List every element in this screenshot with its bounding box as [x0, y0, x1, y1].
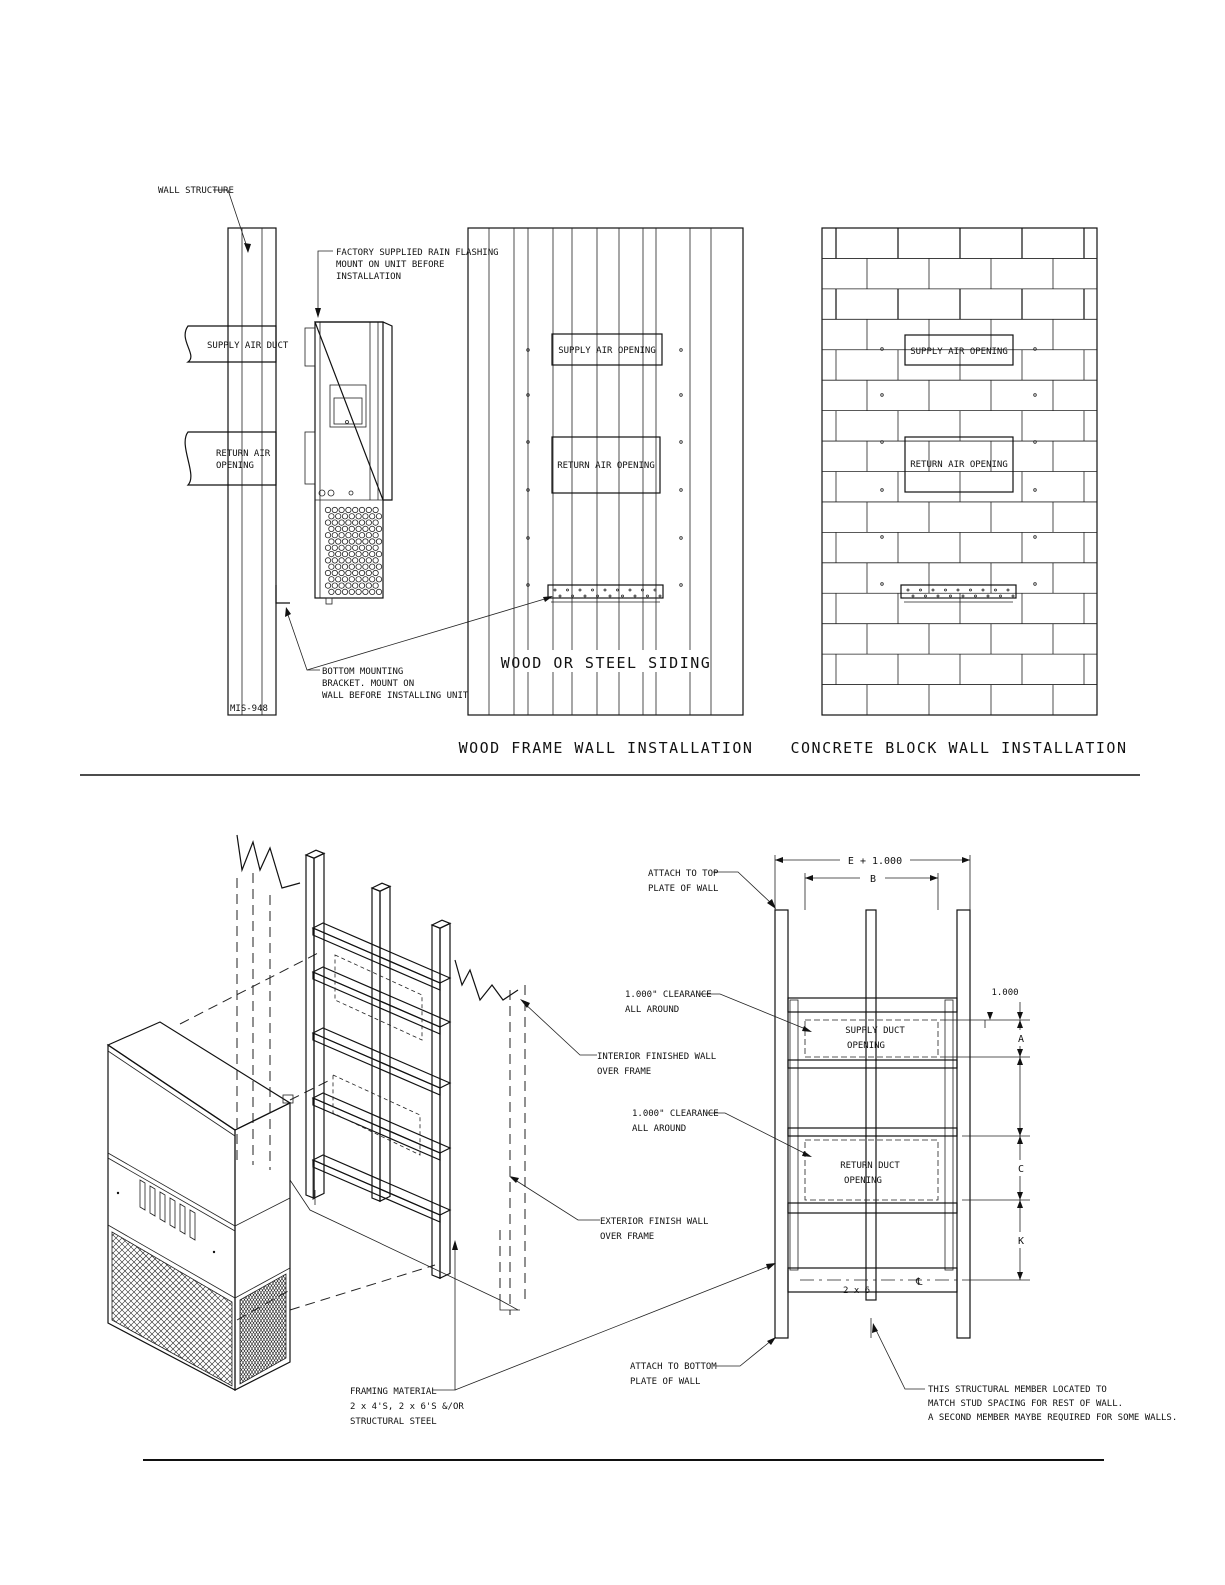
attach-top-label-line2: PLATE OF WALL: [648, 884, 719, 894]
return-duct-label-line2: OPENING: [844, 1176, 882, 1186]
return-duct-label-line1: RETURN DUCT: [840, 1161, 900, 1171]
siding-label: WOOD OR STEEL SIDING: [500, 654, 712, 672]
framing-label-line1: FRAMING MATERIAL: [350, 1387, 437, 1397]
dimension-c: C: [1017, 1164, 1025, 1175]
wall-structure-label: WALL STRUCTURE: [158, 186, 234, 196]
clearance-1-label-line1: 1.000" CLEARANCE: [625, 990, 712, 1000]
wood-supply-label: SUPPLY AIR OPENING: [558, 346, 656, 356]
wall-unit-side-view: [305, 322, 392, 604]
member-note-line1: THIS STRUCTURAL MEMBER LOCATED TO: [928, 1385, 1107, 1395]
rain-flashing-label-line2: MOUNT ON UNIT BEFORE: [336, 260, 445, 270]
framing-label-line2: 2 x 4'S, 2 x 6'S &/OR: [350, 1402, 464, 1412]
block-supply-label: SUPPLY AIR OPENING: [910, 347, 1008, 357]
dimension-e-plus: E + 1.000: [847, 856, 903, 867]
unit-front-grille: [0, 1220, 578, 1400]
framing-elevation-drawing: [625, 855, 1177, 1423]
rain-flashing-label-line1: FACTORY SUPPLIED RAIN FLASHING: [336, 248, 499, 258]
side-view-drawing: [158, 186, 553, 715]
supply-air-duct: [185, 326, 289, 362]
attach-bottom-label-line1: ATTACH TO BOTTOM: [630, 1362, 717, 1372]
supply-duct-label: SUPPLY AIR DUCT: [207, 341, 289, 351]
clearance-1-label-line2: ALL AROUND: [625, 1005, 680, 1015]
bracket-label-line2: BRACKET. MOUNT ON: [322, 679, 415, 689]
side-view-grille: [325, 507, 381, 594]
dimension-clearance: 1.000: [991, 988, 1019, 998]
wood-return-label: RETURN AIR OPENING: [557, 461, 655, 471]
wood-frame-caption: WOOD FRAME WALL INSTALLATION: [458, 739, 754, 757]
dimension-k: K: [1017, 1236, 1025, 1247]
framing-label-line3: STRUCTURAL STEEL: [350, 1417, 437, 1427]
rain-flashing-label-line3: INSTALLATION: [336, 272, 402, 282]
block-return-label: RETURN AIR OPENING: [910, 460, 1008, 470]
block-courses: [822, 228, 1097, 715]
concrete-block-caption: CONCRETE BLOCK WALL INSTALLATION: [790, 739, 1128, 757]
attach-bottom-label-line2: PLATE OF WALL: [630, 1377, 701, 1387]
member-size-label: 2 x 6: [843, 1286, 871, 1296]
member-note-line3: A SECOND MEMBER MAYBE REQUIRED FOR SOME WALLS.: [928, 1413, 1178, 1423]
dimension-b: B: [869, 874, 877, 885]
wall-framing-isometric: [306, 850, 450, 1278]
bracket-label-line3: WALL BEFORE INSTALLING UNIT: [322, 691, 469, 701]
drawing-reference: MIS-948: [230, 704, 268, 714]
return-opening-label-line1: RETURN AIR: [216, 449, 271, 459]
bracket-label-line1: BOTTOM MOUNTING: [322, 667, 404, 677]
wood-mounting-bracket: [548, 585, 663, 602]
supply-duct-label-line1: SUPPLY DUCT: [845, 1026, 905, 1036]
centerline-symbol: ℄: [916, 1277, 923, 1288]
return-opening-label-line2: OPENING: [216, 461, 254, 471]
interior-wall-label-line2: OVER FRAME: [597, 1067, 652, 1077]
exterior-wall-label-line2: OVER FRAME: [600, 1232, 655, 1242]
clearance-2-label-line1: 1.000" CLEARANCE: [632, 1109, 719, 1119]
clearance-2-label-line2: ALL AROUND: [632, 1124, 687, 1134]
supply-duct-label-line2: OPENING: [847, 1041, 885, 1051]
interior-wall-label-line1: INTERIOR FINISHED WALL: [597, 1052, 717, 1062]
dimension-a: A: [1017, 1034, 1025, 1045]
concrete-block-wall-panel: [822, 228, 1097, 715]
hvac-unit-isometric: [0, 1022, 578, 1400]
wood-frame-wall-panel: [468, 228, 743, 715]
member-note-line2: MATCH STUD SPACING FOR REST OF WALL.: [928, 1399, 1124, 1409]
wall-structure: [228, 228, 276, 715]
attach-top-label-line1: ATTACH TO TOP: [648, 869, 719, 879]
exterior-wall-label-line1: EXTERIOR FINISH WALL: [600, 1217, 709, 1227]
siding-boards: [489, 228, 711, 715]
